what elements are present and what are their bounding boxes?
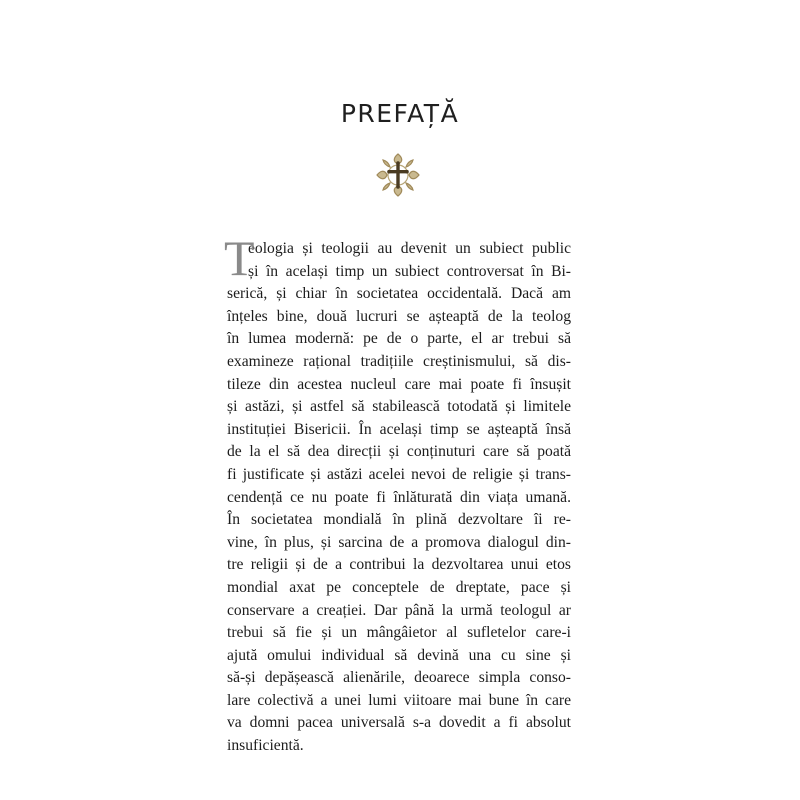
text-line: ajută omului individual să devină una cu sine și [227,646,571,664]
text-line: fi justificate și astăzi acelei nevoi de religie și trans- [227,465,571,483]
text-line: trebui să fie și un mângâietor al sufletelor care-i [227,624,571,642]
text-line: În societatea mondială în plină dezvoltare îi re- [227,511,571,529]
text-line: insuficientă. [227,737,304,755]
drop-cap: T [224,230,255,286]
text-line: înțeles bine, două lucruri se așteaptă de la teolog [227,307,571,325]
preface-body [224,230,571,758]
text-line: să-și depășească alienările, deoarece simpla conso- [227,669,571,687]
text-line: examineze rațional tradițiile creștinismului, să dis- [227,352,571,370]
text-line: și în același timp un subiect controversat în Bi- [248,262,571,280]
text-line: mondial axat pe conceptele de dreptate, pace și [227,578,571,596]
text-line: și astăzi, și astfel să stabilească totodată și limitele [227,398,571,416]
text-line: vine, în plus, și sarcina de a promova dialogul din- [227,533,571,551]
text-line: tre religii și de a contribui la dezvoltarea unui etos [227,556,571,574]
page-title: PREFAȚĂ [340,99,460,128]
cross-ornament-icon [373,150,423,200]
text-line: tileze din acestea nucleul care mai poate fi însușit [227,375,571,393]
text-line: instituției Bisericii. În același timp se așteaptă însă [227,420,571,438]
text-line: lare colectivă a unei lumi viitoare mai bune în care [227,691,571,709]
text-line: serică, și chiar în societatea occidentală. Dacă am [227,285,571,303]
text-line: în lumea modernă: pe de o parte, el ar trebui să [227,330,571,348]
text-line: cendență ce nu poate fi înlăturată din viața umană. [227,488,571,506]
text-line: va domni pacea universală s-a dovedit a fi absolut [227,714,571,732]
text-line: eologia și teologii au devenit un subiect public [248,240,571,257]
text-line: conservare a creației. Dar până la urmă teologul ar [227,601,571,619]
text-line: de la el să dea direcții și conținuturi care să poată [227,443,571,461]
